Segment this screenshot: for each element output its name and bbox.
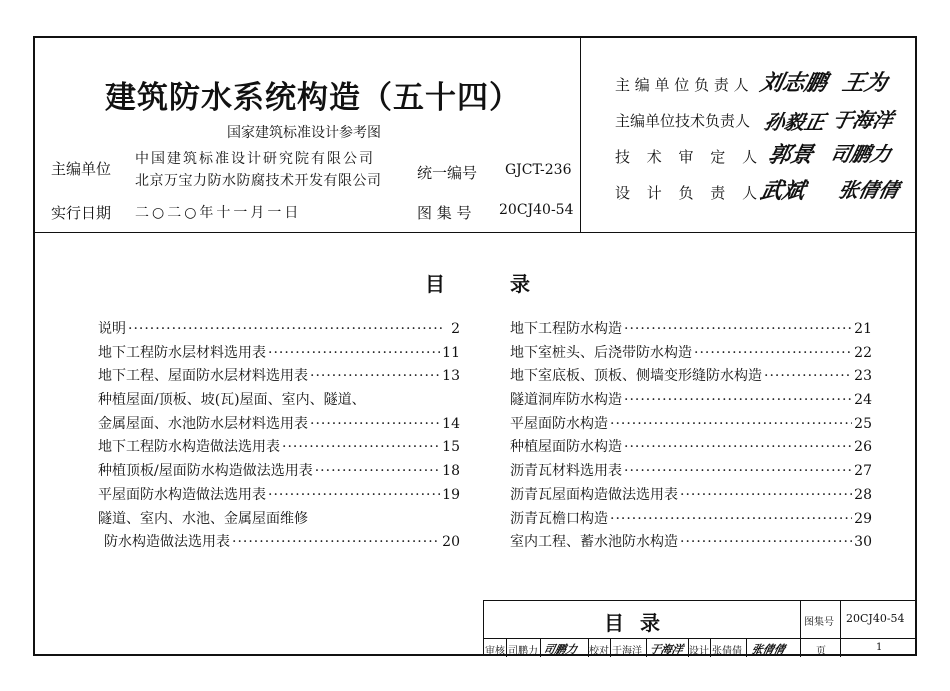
resp-role-4: 设 计 负 责 人 <box>615 184 764 202</box>
toc-item[interactable]: 平屋面防水构造 ····· 25 <box>510 413 872 437</box>
toc-heading <box>425 268 530 297</box>
editor-unit-label: 主编单位 <box>51 160 112 178</box>
title-block-divider <box>800 601 801 657</box>
proof-label: 校对 <box>589 646 609 657</box>
toc-item[interactable]: 沥青瓦屋面构造做法选用表 ····· 28 <box>510 484 872 508</box>
impl-date-label: 实行日期 <box>51 204 112 222</box>
page-label: 页 <box>816 646 826 657</box>
toc-item[interactable]: 隧道、室内、水池、金属屋面维修 <box>98 510 308 527</box>
toc-heading-char-2: 录 <box>509 272 530 296</box>
toc-item[interactable]: 沥青瓦材料选用表 ····· 27 <box>510 460 872 484</box>
toc-item[interactable]: 金属屋面、水池防水层材料选用表 ····· 14 <box>98 413 460 437</box>
resp-sig-4a: 武斌 <box>757 178 808 204</box>
resp-sig-3a: 郭景 <box>765 142 816 168</box>
title-block <box>483 600 917 656</box>
review-name: 司鹏力 <box>508 646 538 657</box>
toc-item[interactable]: 隧道洞库防水构造 ····· 24 <box>510 389 872 413</box>
toc-item[interactable]: 地下工程防水构造 ····· 21 <box>510 318 872 342</box>
toc-right-column <box>510 318 872 555</box>
toc-heading-char-1: 目 <box>425 272 445 296</box>
resp-sig-2b: 于海洋 <box>830 108 896 132</box>
title-block-divider <box>840 601 841 657</box>
resp-role-3: 技 术 审 定 人 <box>615 148 764 166</box>
resp-sig-2a: 孙毅正 <box>762 110 828 134</box>
unified-no-label: 统一编号 <box>417 164 478 182</box>
toc-item[interactable]: 地下工程防水构造做法选用表 ····· 15 <box>98 436 460 460</box>
page-number: 1 <box>876 642 883 653</box>
design-name: 张倩倩 <box>712 646 742 657</box>
resp-role-2: 主编单位技术负责人 <box>615 112 751 130</box>
design-label: 设计 <box>689 646 709 657</box>
drawing-sheet <box>33 36 917 656</box>
proof-signature: 于海洋 <box>648 643 685 656</box>
toc-left-column <box>98 318 460 555</box>
toc-item[interactable]: 说明 ····· 2 <box>98 318 460 342</box>
resp-sig-4b: 张倩倩 <box>836 178 902 202</box>
atlas-subtitle: 国家建筑标准设计参考图 <box>227 125 381 141</box>
header-vertical-divider <box>580 38 581 232</box>
toc-item[interactable]: 地下室底板、顶板、侧墙变形缝防水构造 ····· 23 <box>510 365 872 389</box>
atlas-no-label: 图 集 号 <box>417 204 472 222</box>
title-block-atlas-no: 20CJ40-54 <box>846 612 905 625</box>
review-signature: 司鹏力 <box>542 643 579 656</box>
proof-name: 于海洋 <box>612 646 642 657</box>
design-signature: 张倩倩 <box>750 643 787 656</box>
atlas-title: 建筑防水系统构造（五十四） <box>105 80 521 116</box>
toc-item[interactable]: 种植屋面防水构造 ····· 26 <box>510 436 872 460</box>
toc-item[interactable]: 地下工程、屋面防水层材料选用表 ····· 13 <box>98 365 460 389</box>
title-block-atlas-no-label: 图集号 <box>804 617 834 628</box>
toc-item[interactable]: 沥青瓦檐口构造 ····· 29 <box>510 508 872 532</box>
resp-sig-3b: 司鹏力 <box>828 142 894 166</box>
editor-unit-2: 北京万宝力防水防腐技术开发有限公司 <box>135 173 382 189</box>
atlas-no: 20CJ40-54 <box>499 202 574 218</box>
toc-item[interactable]: 防水构造做法选用表 ····· 20 <box>98 531 460 555</box>
header-divider <box>35 232 915 233</box>
resp-sig-1b: 王为 <box>839 70 890 96</box>
toc-item[interactable]: 种植屋面/顶板、坡(瓦)屋面、室内、隧道、 <box>98 392 366 409</box>
editor-unit-1: 中国建筑标准设计研究院有限公司 <box>135 151 375 167</box>
title-block-row-divider <box>484 638 917 639</box>
toc-item[interactable]: 平屋面防水构造做法选用表 ····· 19 <box>98 484 460 508</box>
toc-item[interactable]: 地下室桩头、后浇带防水构造 ····· 22 <box>510 342 872 366</box>
toc-item[interactable]: 室内工程、蓄水池防水构造 ····· 30 <box>510 531 872 555</box>
resp-role-1: 主 编 单 位 负 责 人 <box>615 76 749 94</box>
title-block-title: 目录 <box>604 611 676 635</box>
toc-item[interactable]: 地下工程防水层材料选用表 ····· 11 <box>98 342 460 366</box>
impl-date: 二○二○年十一月一日 <box>135 205 302 221</box>
toc-item[interactable]: 种植顶板/屋面防水构造做法选用表 ····· 18 <box>98 460 460 484</box>
resp-sig-1a: 刘志鹏 <box>757 70 830 96</box>
review-label: 审核 <box>485 646 505 657</box>
unified-no: GJCT-236 <box>505 162 572 178</box>
